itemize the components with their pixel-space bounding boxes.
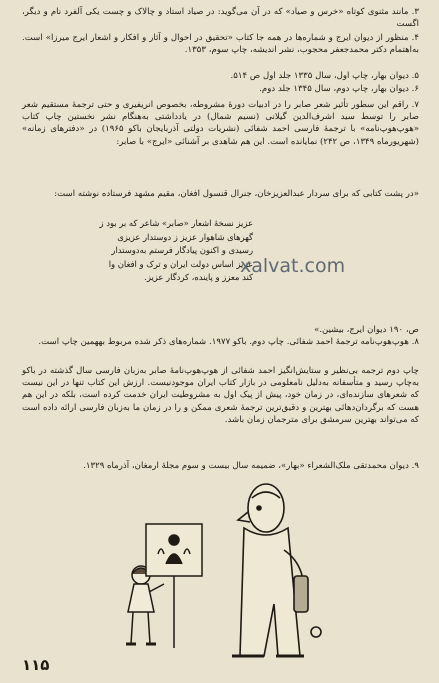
man-figure xyxy=(232,484,321,656)
footnote-6: ۶. دیوان بهار، چاپ دوم، سال ۱۳۴۵ جلد دوم. xyxy=(259,84,419,94)
quote-intro: «در پشت کتابی که برای سردار عبدالعزیزخان، جنرال قنسول افغان، مقیم مشهد فرستاده نوشته است: xyxy=(54,189,419,199)
body-paragraph: چاپ دوم ترجمه بی‌نظیر و ستایش‌انگیز احمد شفائی از هوپ‌هوپ‌نامهٔ صابر به‌زبان فارسی سال گذشته در باکو به‌چاپ رسید و متأسفانه به‌دلیل نامعلومی در بازار کتاب ایران موجودنیست. ارزش این کتاب تنها در این نیست که شعرهای سازنده‌ای، در زمان خود، پیش از پیک اول به مشروطیت ایران خدمت کرده است، بلکه در این هم هست که برگردان‌دهائی بهترین و دقیق‌ترین ترجمهٔ شعری ممکن و را در زمان ما به‌زبان فارسی ارائه داده است که می‌تواند بهترین سرمشق برای مترجمان زمان باشد. xyxy=(22,366,419,425)
poem-line: عزیز نسخهٔ اشعار «صابر» شاعر که بر بود ز xyxy=(99,218,253,228)
footnote-5: ۵. دیوان بهار، چاپ اول، سال ۱۳۳۵ جلد اول ص ۵۱۴. xyxy=(230,71,419,81)
footnote-9: ۹. دیوان محمدتقی ملک‌الشعراء «بهار»، ضمیمه سال بیست و سوم مجلهٔ ارمغان، آذرماه ۱۳۲۹. xyxy=(83,461,419,471)
sign-figure xyxy=(146,524,202,648)
poem-block xyxy=(48,217,253,285)
footnote-3: ۳. مانند مثنوی کوتاه «خرس و صیاد» که در آن می‌گوید: در صیاد استاد و چالاک و چست یکی آلفرد نام و دیگر، اگست xyxy=(22,7,419,30)
footnote-7: ۷. راقم این سطور تأثیر شعر صابر را در ادبیات دورهٔ مشروطه، بخصوص انریفیری و حتی ترجمهٔ مستقیم شعر صابر را توسط سید اشرف‌الدین گیلانی (نسیم شمال) در یادداشتی به‌هنگام نشر نخستین چاپ کتاب «هوپ‌هوپ‌نامه» با ترجمهٔ فارسی احمد شفائی (نشریات دولتی آذربایجان باکو ۱۹۶۵) در «دفترهای زمانه» (شهریورماه ۱۳۴۹، ص ۲۴۲) نمایانده است. این هم شاهدی بر آشنائی «ایرج» با صابر: xyxy=(22,100,419,147)
watermark: xalvat.com xyxy=(240,255,346,277)
footnote-8: ۸. هوپ‌هوپ‌نامه ترجمهٔ احمد شفائی. چاپ دوم. باکو ۱۹۷۷. شماره‌های ذکر شده مربوط بههمین چاپ است. xyxy=(38,337,419,347)
cartoon-illustration xyxy=(88,480,358,660)
poem-line: گهرهای شاهوار عزیز ز دوستدار عزیزی xyxy=(117,231,253,242)
footnote-reference: ص، ۱۹۰ دیوان ایرج، بیشین.» xyxy=(314,325,419,335)
poem-line: کند معزز و پاینده، کردگار عزیز. xyxy=(144,272,253,283)
footnote-4: ۴. منظور از دیوان ایرج و شماره‌ها در همه جا کتاب «تحقیق در احوال و آثار و افکار و اشعار ایرج میرزا» است. به‌اهتمام دکتر محمدجعفر محجوب، نشر اندیشه، چاپ سوم، ۱۳۵۳. xyxy=(22,33,419,56)
child-figure xyxy=(126,566,164,644)
poem-line: رسیدی و اکنون پیادگار فرستم به‌دوستدار xyxy=(111,245,253,256)
poem-line: عزیز اساس دولت ایران و ترک و افغان وا xyxy=(108,258,253,269)
page-number: ۱۱۵ xyxy=(22,656,50,674)
